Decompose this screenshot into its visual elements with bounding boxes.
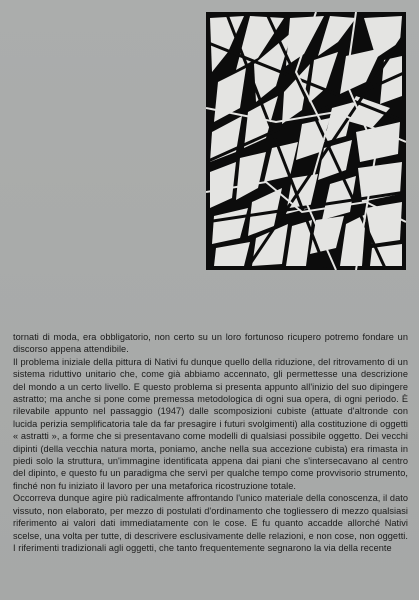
paragraph-riduzione: Il problema iniziale della pittura di Nativi fu dunque quello della riduzione, del ritrovamento di un sistema riduttivo unitario che, come già abbiamo accennato, gli permettesse una descrizione del mondo a un certo livello. E questo problema si presenta appunto all'inizio del suo dipingere astratto; ma anche si pone come premessa metodologica di ogni sua opera, di ogni periodo. È rilevabile appunto nel passaggio (1947) dalle scomposizioni cubiste (attuate d'altronde con lucida perizia semplificatoria tale da far presagire i futuri svolgimenti) alla costituzione di oggetti « astratti », a forme che si presentavano come modelli di qualsiasi possibile oggetto. Dei vecchi dipinti (della vecchia natura morta, poniamo, anche nella sua accezione cubista) era rimasta in piedi solo la struttura, un'immagine identificata appena dai piani che s'intersecavano al centro del dipinto, e questo fu un paradigma che servì per qualche tempo come provvisorio strumento, finché non fu iniziato il lavoro per una metaforica ricostruzione totale. (13, 356, 408, 491)
abstract-painting-reproduction (206, 12, 406, 270)
painting-figure (206, 12, 406, 270)
article-body (13, 331, 408, 554)
paragraph-relazioni: Occorreva dunque agire più radicalmente affrontando l'unico materiale della conoscenza, il dato vissuto, non elaborato, per mezzo di postulati d'ordinamento che togliessero di mezzo qualsiasi riferimento ai valori dati immediatamente con le cose. E fu quanto accadde allorché Nativi scelse, una volta per tutte, di descrivere esclusivamente delle relazioni, e non cose, non oggetti. I riferimenti tradizionali agli oggetti, che tanto frequentemente segnarono la via della recente (13, 493, 408, 553)
paragraph-continuation: tornati di moda, era obbligatorio, non certo su un loro fortunoso ricupero potremo fondare un discorso appena attendibile. (13, 332, 408, 355)
